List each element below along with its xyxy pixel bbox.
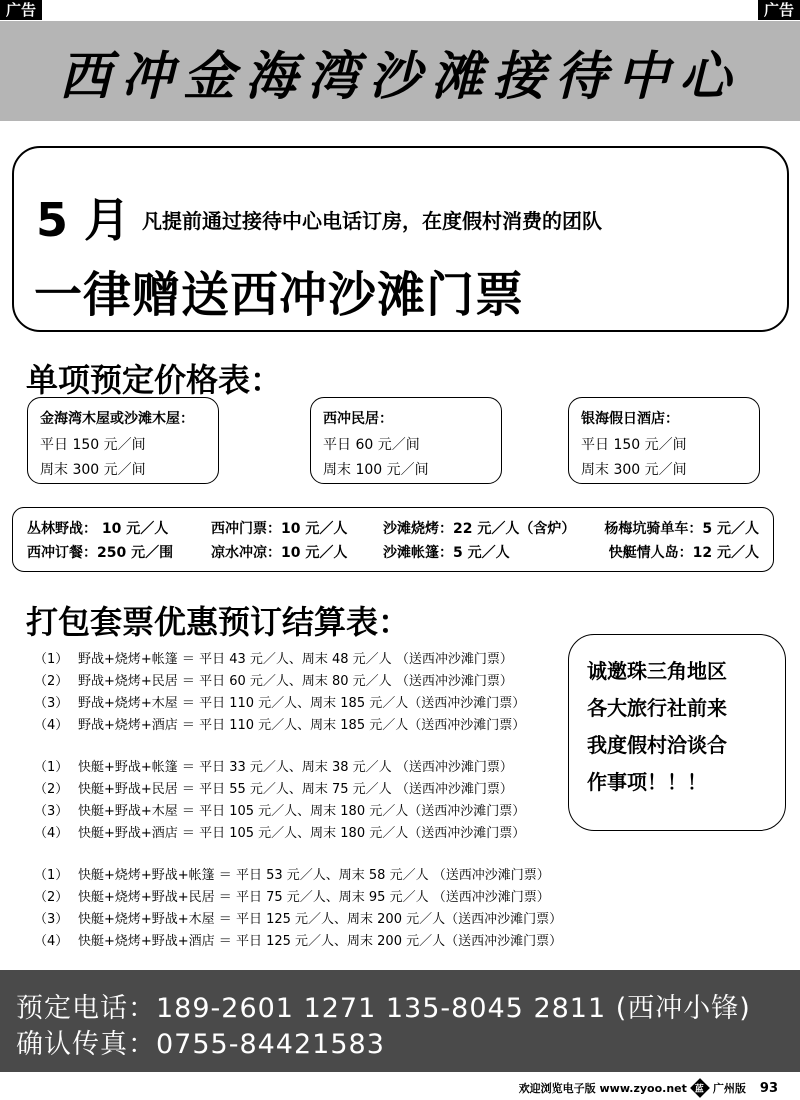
package-row <box>34 864 550 883</box>
package-note: （送西冲沙滩门票） <box>395 760 513 775</box>
package-price: 平日 105 元／人、周末 180 元／人 <box>199 826 409 841</box>
package-combo: 野战+烧烤+民居 ＝ <box>78 674 195 689</box>
activity-price-item: 凉水冲凉：10 元／人 <box>211 545 348 561</box>
package-price: 平日 110 元／人、周末 185 元／人 <box>199 696 409 711</box>
package-note: （送西冲沙滩门票） <box>395 674 513 689</box>
package-number: （1） <box>34 760 69 775</box>
package-note: （送西冲沙滩门票） <box>395 652 513 667</box>
package-number: （3） <box>34 696 69 711</box>
package-combo: 快艇+野战+酒店 ＝ <box>78 826 195 841</box>
package-price: 平日 43 元／人、周末 48 元／人 <box>199 652 392 667</box>
package-number: （2） <box>34 782 69 797</box>
package-row <box>34 714 525 733</box>
package-number: （4） <box>34 718 69 733</box>
package-number: （4） <box>34 826 69 841</box>
contact-bar <box>0 970 800 1072</box>
package-combo: 快艇+野战+民居 ＝ <box>78 782 195 797</box>
accommodation-name: 银海假日酒店： <box>581 411 679 427</box>
package-row <box>34 670 513 689</box>
invite-line: 诚邀珠三角地区 <box>587 659 727 683</box>
page-number: 93 <box>759 1080 778 1096</box>
package-combo: 快艇+烧烤+野战+木屋 ＝ <box>78 912 232 927</box>
package-note: （送西冲沙滩门票） <box>432 890 550 905</box>
confirmation-fax: 确认传真：0755-84421583 <box>16 1029 385 1060</box>
package-number: （2） <box>34 674 69 689</box>
package-number: （4） <box>34 934 69 949</box>
package-combo: 野战+烧烤+酒店 ＝ <box>78 718 195 733</box>
package-note: （送西冲沙滩门票） <box>432 868 550 883</box>
weekday-price: 平日 150 元／间 <box>40 437 146 453</box>
package-row <box>34 778 513 797</box>
package-section-title: 打包套票优惠预订结算表： <box>26 603 411 641</box>
weekday-price: 平日 60 元／间 <box>323 437 420 453</box>
package-note: （送西冲沙滩门票） <box>408 696 526 711</box>
activity-price-box <box>12 507 774 572</box>
package-row <box>34 822 525 841</box>
package-number: （1） <box>34 652 69 667</box>
package-price: 平日 33 元／人、周末 38 元／人 <box>199 760 392 775</box>
activity-price-item: 沙滩帐篷：5 元／人 <box>383 545 510 561</box>
package-row <box>34 930 562 949</box>
invite-line: 作事项！！！ <box>587 770 707 794</box>
package-row <box>34 648 513 667</box>
package-price: 平日 125 元／人、周末 200 元／人 <box>235 934 446 949</box>
package-number: （3） <box>34 804 69 819</box>
banner-title: 西冲金海湾沙滩接待中心 <box>58 45 741 107</box>
title-banner <box>0 21 800 121</box>
package-combo: 快艇+烧烤+野战+民居 ＝ <box>78 890 232 905</box>
package-combo: 野战+烧烤+帐篷 ＝ <box>78 652 195 667</box>
package-price: 平日 125 元／人、周末 200 元／人 <box>235 912 446 927</box>
package-number: （1） <box>34 868 69 883</box>
invite-line: 我度假村洽谈合 <box>587 733 727 757</box>
package-row <box>34 692 525 711</box>
weekday-price: 平日 150 元／间 <box>581 437 687 453</box>
weekend-price: 周末 300 元／间 <box>40 462 146 478</box>
package-combo: 快艇+烧烤+野战+酒店 ＝ <box>78 934 232 949</box>
package-price: 平日 60 元／人、周末 80 元／人 <box>199 674 392 689</box>
package-combo: 野战+烧烤+木屋 ＝ <box>78 696 195 711</box>
accommodation-name: 金海湾木屋或沙滩木屋： <box>40 411 194 427</box>
package-price: 平日 55 元／人、周末 75 元／人 <box>199 782 392 797</box>
package-note: （送西冲沙滩门票） <box>408 804 526 819</box>
package-number: （2） <box>34 890 69 905</box>
package-row <box>34 908 562 927</box>
activity-price-item: 沙滩烧烤：22 元／人（含炉） <box>383 521 576 537</box>
package-price: 平日 105 元／人、周末 180 元／人 <box>199 804 409 819</box>
price-section-title: 单项预定价格表： <box>26 361 283 399</box>
package-price: 平日 53 元／人、周末 58 元／人 <box>235 868 429 883</box>
logo-char: 蓝 <box>695 1084 705 1095</box>
accommodation-card <box>568 397 760 484</box>
ad-tag-right: 广告 <box>758 0 800 20</box>
package-note: （送西冲沙滩门票） <box>445 934 563 949</box>
footer-welcome: 欢迎浏览电子版 www.zyoo.net <box>518 1082 687 1095</box>
weekend-price: 周末 100 元／间 <box>323 462 429 478</box>
package-note: （送西冲沙滩门票） <box>408 718 526 733</box>
publisher-logo-icon <box>690 1078 710 1098</box>
weekend-price: 周末 300 元／间 <box>581 462 687 478</box>
package-combo: 快艇+野战+帐篷 ＝ <box>78 760 195 775</box>
footer-edition: 广州版 <box>712 1082 746 1095</box>
promo-box <box>12 146 789 332</box>
package-number: （3） <box>34 912 69 927</box>
package-row <box>34 800 525 819</box>
activity-price-item: 快艇情人岛：12 元／人 <box>608 545 759 561</box>
page-footer <box>519 1080 778 1096</box>
promo-headline: 一律赠送西冲沙滩门票 <box>34 267 525 323</box>
package-row <box>34 886 550 905</box>
package-note: （送西冲沙滩门票） <box>395 782 513 797</box>
activity-price-item: 西冲订餐：250 元／围 <box>27 545 174 561</box>
promo-description: 凡提前通过接待中心电话订房，在度假村消费的团队 <box>142 209 602 233</box>
accommodation-name: 西冲民居： <box>323 411 393 427</box>
package-note: （送西冲沙滩门票） <box>408 826 526 841</box>
package-row <box>34 756 513 775</box>
package-price: 平日 110 元／人、周末 185 元／人 <box>199 718 409 733</box>
activity-price-item: 丛林野战： 10 元／人 <box>27 521 169 537</box>
promo-month: 5 月 <box>36 193 131 247</box>
activity-price-item: 西冲门票：10 元／人 <box>211 521 348 537</box>
package-combo: 快艇+野战+木屋 ＝ <box>78 804 195 819</box>
accommodation-card <box>27 397 219 484</box>
package-note: （送西冲沙滩门票） <box>445 912 563 927</box>
invite-line: 各大旅行社前来 <box>587 696 727 720</box>
booking-phone: 预定电话：189-2601 1271 135-8045 2811 (西冲小锋) <box>16 993 751 1024</box>
package-price: 平日 75 元／人、周末 95 元／人 <box>235 890 429 905</box>
package-combo: 快艇+烧烤+野战+帐篷 ＝ <box>78 868 232 883</box>
ad-tag-left: 广告 <box>0 0 42 20</box>
activity-price-item: 杨梅坑骑单车：5 元／人 <box>604 521 759 537</box>
accommodation-card <box>310 397 502 484</box>
invite-box <box>568 634 786 831</box>
